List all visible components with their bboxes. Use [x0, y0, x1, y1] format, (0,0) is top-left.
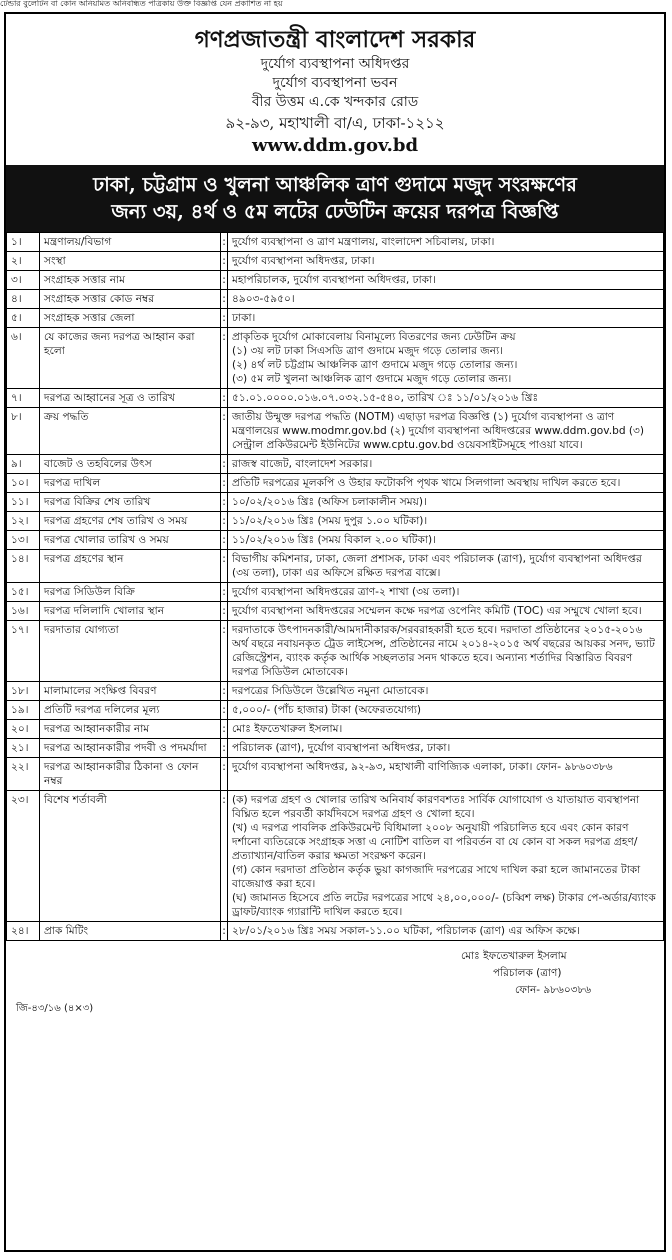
- row-colon: :: [221, 493, 228, 512]
- table-row: [7, 309, 664, 328]
- row-label: দরপত্র আহ্বানকারীর ঠিকানা ও ফোন নম্বর: [40, 758, 221, 791]
- row-number: ১৫।: [7, 583, 40, 602]
- row-value: ৫,০০০/- (পাঁচ হাজার) টাকা (অফেরতযোগ্য): [228, 701, 664, 720]
- row-value: [228, 791, 664, 922]
- row-value: ২৮/০১/২০১৬ খ্রিঃ সময় সকাল-১১.০০ ঘটিকা, পরিচালক (ত্রাণ) এর অফিস কক্ষে।: [228, 922, 664, 941]
- row-value: ১০/০২/২০১৬ খ্রিঃ (অফিস চলাকালীন সময়)।: [228, 493, 664, 512]
- row-value: দুর্যোগ ব্যবস্থাপনা অধিদপ্তর, ঢাকা।: [228, 252, 664, 271]
- row-label: বাজেট ও তহবিলের উৎস: [40, 455, 221, 474]
- notice-frame: [4, 12, 666, 1252]
- row-label: সংগ্রাহক সত্তার নাম: [40, 271, 221, 290]
- row-number: ১৪।: [7, 550, 40, 583]
- row-colon: :: [221, 682, 228, 701]
- table-row: [7, 408, 664, 455]
- row-number: ৩।: [7, 271, 40, 290]
- row-label: প্রতিটি দরপত্র দলিলের মূল্য: [40, 701, 221, 720]
- banner-line-1: ঢাকা, চট্টগ্রাম ও খুলনা আঞ্চলিক ত্রাণ গুদামে মজুদ সংরক্ষণের: [93, 173, 577, 196]
- row-label: দরপত্র বিক্রির শেষ তারিখ: [40, 493, 221, 512]
- row-value: [228, 328, 664, 389]
- top-strip-text: টেন্ডার বুলেটিন বা কোন অনিয়মিত অনিবন্ধিত পত্রিকায় উক্ত বিজ্ঞপ্তি যেন প্রকাশিত না হয়: [0, 0, 283, 8]
- row-label: সংগ্রাহক সত্তার জেলা: [40, 309, 221, 328]
- row-label: দরপত্র আহ্বানকারীর পদবী ও পদমর্যাদা: [40, 739, 221, 758]
- table-row: [7, 493, 664, 512]
- row-value: ৫১.০১.০০০০.০১৬.০৭.০৩২.১৫-৫৪০, তারিখ ঃ ১১/০১/২০১৬ খ্রিঃ: [228, 389, 664, 408]
- table-row: [7, 583, 664, 602]
- row-label: সংস্থা: [40, 252, 221, 271]
- row-label: প্রাক মিটিং: [40, 922, 221, 941]
- row-value: দরদাতাকে উৎপাদনকারী/আমদানীকারক/সরবরাহকারী হতে হবে। দরদাতা প্রতিষ্ঠানের ২০১৫-২০১৬ অর্থ বছরে নবায়নকৃত ট্রেড লাইসেন্স, প্রতিষ্ঠানের নামে ২০১৪-২০১৫ অর্থ বছরের আয়কর সনদ, ভ্যাট রেজিস্ট্রেশন, ব্যাংক কর্তৃক আর্থিক সচ্ছলতার সনদ থাকতে হবে। অন্যান্য শর্তাদির বিস্তারিত বিবরণ দরপত্র সিডিউল মোতাবেক।: [228, 621, 664, 682]
- tender-details-table: [6, 232, 664, 941]
- row-value-line: (ক) দরপত্র গ্রহণ ও খোলার তারিখ অনিবার্য কারণবশতঃ সার্বিক যোগাযোগ ও যাতায়াত ব্যবস্থাপনা বিঘ্নিত হলে পরবর্তী কার্যদিবসে দরপত্র গ্রহণ ও খোলা হবে।: [232, 794, 640, 820]
- row-value-line: প্রাকৃতিক দুর্যোগ মোকাবেলায় বিনামূল্যে বিতরণের জন্য ঢেউটিন ক্রয়: [232, 331, 516, 343]
- row-colon: :: [221, 408, 228, 455]
- row-number: ২১।: [7, 739, 40, 758]
- row-label: দরপত্র গ্রহণের স্থান: [40, 550, 221, 583]
- row-number: ৫।: [7, 309, 40, 328]
- table-row: [7, 922, 664, 941]
- row-value: ১১/০২/২০১৬ খ্রিঃ (সময় বিকাল ২.০০ ঘটিকা)।: [228, 531, 664, 550]
- row-value-line: (ঘ) জামানত হিসেবে প্রতি লটের দরপত্রের সাথে ২৪,০০,০০০/- (চব্বিশ লক্ষ) টাকার পে-অর্ডার/ব্যাংক ড্রাফট/ব্যাংক গ্যারান্টি দাখিল করতে হবে।: [232, 892, 656, 918]
- row-colon: :: [221, 455, 228, 474]
- row-value: বিভাগীয় কমিশনার, ঢাকা, জেলা প্রশাসক, ঢাকা এবং পরিচালক (ত্রাণ), দুর্যোগ ব্যবস্থাপনা অধিদপ্তর (৩য় তলা), ঢাকা এর অফিসে রক্ষিত দরপত্র বাক্সে।: [228, 550, 664, 583]
- row-value: পরিচালক (ত্রাণ), দুর্যোগ ব্যবস্থাপনা অধিদপ্তর, ঢাকা।: [228, 739, 664, 758]
- row-value: মোঃ ইফতেখারুল ইসলাম।: [228, 720, 664, 739]
- building-name: দুর্যোগ ব্যবস্থাপনা ভবন: [272, 75, 398, 91]
- signatory-name: মোঃ ইফতেখারুল ইসলাম: [461, 950, 567, 962]
- road-name: বীর উত্তম এ.কে খন্দকার রোড: [251, 94, 419, 110]
- table-row: [7, 271, 664, 290]
- row-value: প্রতিটি দরপত্রের মূলকপি ও উহার ফটোকপি পৃথক খামে সিলগালা অবস্থায় দাখিল করতে হবে।: [228, 474, 664, 493]
- row-number: ১২।: [7, 512, 40, 531]
- row-label: দরপত্র দাখিল: [40, 474, 221, 493]
- row-value: দুর্যোগ ব্যবস্থাপনা অধিদপ্তরের সম্মেলন কক্ষে দরপত্র ওপেনিং কমিটি (TOC) এর সম্মুখে খোলা হবে।: [228, 602, 664, 621]
- row-number: ১৯।: [7, 701, 40, 720]
- row-value-line: (১) ৩য় লট ঢাকা সিএসডি ত্রাণ গুদামে মজুদ গড়ে তোলার জন্য।: [232, 345, 503, 357]
- table-row: [7, 474, 664, 493]
- row-value-line: (৩) ৫ম লট খুলনা আঞ্চলিক ত্রাণ গুদামে মজুদ গড়ে তোলার জন্য।: [232, 373, 512, 385]
- row-number: ২০।: [7, 720, 40, 739]
- row-number: ২৪।: [7, 922, 40, 941]
- notice-footer: [6, 941, 664, 1021]
- row-number: ১১।: [7, 493, 40, 512]
- row-label: সংগ্রাহক সত্তার কোড নম্বর: [40, 290, 221, 309]
- row-value-line: (গ) কোন দরদাতা প্রতিষ্ঠান কর্তৃক ভুয়া কাগজাদি দরপত্রের সাথে দাখিল করা হলে জামানতের টাকা বাজেয়াপ্ত করা হবে।: [232, 864, 641, 890]
- row-colon: :: [221, 474, 228, 493]
- table-row: [7, 233, 664, 252]
- signatory-phone: ফোন- ৯৮৬০৩৮৬: [515, 984, 592, 996]
- row-colon: :: [221, 328, 228, 389]
- table-row: [7, 758, 664, 791]
- row-number: ১৬।: [7, 602, 40, 621]
- row-value: ঢাকা।: [228, 309, 664, 328]
- row-number: ২।: [7, 252, 40, 271]
- row-label: দরপত্র গ্রহণের শেষ তারিখ ও সময়: [40, 512, 221, 531]
- table-row: [7, 328, 664, 389]
- government-title: গণপ্রজাতন্ত্রী বাংলাদেশ সরকার: [194, 26, 476, 53]
- row-label: মন্ত্রণালয়/বিভাগ: [40, 233, 221, 252]
- table-row: [7, 602, 664, 621]
- website-link[interactable]: www.ddm.gov.bd: [251, 135, 419, 156]
- row-value: মহাপরিচালক, দুর্যোগ ব্যবস্থাপনা অধিদপ্তর, ঢাকা।: [228, 271, 664, 290]
- row-label: দরদাতার যোগ্যতা: [40, 621, 221, 682]
- row-number: ১০।: [7, 474, 40, 493]
- row-number: ৭।: [7, 389, 40, 408]
- table-row: [7, 290, 664, 309]
- row-colon: :: [221, 922, 228, 941]
- row-number: ৬।: [7, 328, 40, 389]
- row-colon: :: [221, 701, 228, 720]
- row-label: ক্রয় পদ্ধতি: [40, 408, 221, 455]
- row-label: দরপত্র আহ্বানের সূত্র ও তারিখ: [40, 389, 221, 408]
- row-colon: :: [221, 531, 228, 550]
- row-colon: :: [221, 550, 228, 583]
- row-number: ১৮।: [7, 682, 40, 701]
- row-value: দুর্যোগ ব্যবস্থাপনা ও ত্রাণ মন্ত্রণালয়, বাংলাদেশ সচিবালয়, ঢাকা।: [228, 233, 664, 252]
- row-value: ১১/০২/২০১৬ খ্রিঃ (সময় দুপুর ১.০০ ঘটিকা)।: [228, 512, 664, 531]
- signatory-designation: পরিচালক (ত্রাণ): [493, 967, 562, 979]
- row-value: ৪৯০৩-৫৯৫০।: [228, 290, 664, 309]
- notice-header: [6, 26, 664, 157]
- row-number: ৯।: [7, 455, 40, 474]
- row-colon: :: [221, 758, 228, 791]
- row-colon: :: [221, 621, 228, 682]
- row-label: দরপত্র দলিলাদি খোলার স্থান: [40, 602, 221, 621]
- row-number: ১৭।: [7, 621, 40, 682]
- row-colon: :: [221, 389, 228, 408]
- table-row: [7, 512, 664, 531]
- table-row: [7, 389, 664, 408]
- tender-details-body: [7, 233, 664, 941]
- banner-line-2: জন্য ৩য়, ৪র্থ ও ৫ম লটের ঢেউটিন ক্রয়ের দরপত্র বিজ্ঞপ্তি: [111, 200, 559, 223]
- row-value: জাতীয় উন্মুক্ত দরপত্র পদ্ধতি (NOTM) এছাড়া দরপত্র বিজ্ঞপ্তি (১) দুর্যোগ ব্যবস্থাপনা ও ত্রাণ মন্ত্রণালয়ের www.modmr.gov.bd (২) দুর্যোগ ব্যবস্থাপনা অধিদপ্তরের www.ddm.gov.bd (৩) সেন্ট্রাল প্রকিউরমেন্ট ইউনিটের www.cptu.gov.bd ওয়েবসাইটসমূহে পাওয়া যাবে।: [228, 408, 664, 455]
- row-colon: :: [221, 602, 228, 621]
- table-row: [7, 791, 664, 922]
- office-address: ৯২-৯৩, মহাখালী বা/এ, ঢাকা-১২১২: [225, 114, 445, 132]
- table-row: [7, 739, 664, 758]
- row-number: ১৩।: [7, 531, 40, 550]
- notice-banner: [6, 165, 664, 232]
- table-row: [7, 252, 664, 271]
- row-number: ২২।: [7, 758, 40, 791]
- row-value: দরপত্রের সিডিউলে উল্লেখিত নমুনা মোতাবেক।: [228, 682, 664, 701]
- advertisement-code: জি-৪৩/১৬ (৪×৩): [16, 1003, 94, 1014]
- table-row: [7, 550, 664, 583]
- row-colon: :: [221, 720, 228, 739]
- row-number: ৮।: [7, 408, 40, 455]
- row-label: দরপত্র সিডিউল বিক্রি: [40, 583, 221, 602]
- row-label: দরপত্র খোলার তারিখ ও সময়: [40, 531, 221, 550]
- department-name: দুর্যোগ ব্যবস্থাপনা অধিদপ্তর: [260, 56, 410, 72]
- table-row: [7, 682, 664, 701]
- row-colon: :: [221, 252, 228, 271]
- row-value: রাজস্ব বাজেট, বাংলাদেশ সরকার।: [228, 455, 664, 474]
- row-number: ১।: [7, 233, 40, 252]
- row-label: যে কাজের জন্য দরপত্র আহ্বান করা হলো: [40, 328, 221, 389]
- row-value-line: (খ) এ দরপত্র পাবলিক প্রকিউরমেন্ট বিধিমালা ২০০৮ অনুযায়ী পরিচালিত হবে এবং কোন কারণ দর্শানো ব্যতিরেকে সংগ্রাহক সত্তা এ নোটিশ বাতিল বা পরিবর্তন বা যে কোন বা সকল দরপত্র গ্রহণ/প্রত্যাখ্যান/বাতিল করার ক্ষমতা সংরক্ষণ করেন।: [232, 822, 638, 862]
- row-colon: :: [221, 583, 228, 602]
- row-label: বিশেষ শর্তাবলী: [40, 791, 221, 922]
- row-value: দুর্যোগ ব্যবস্থাপনা অধিদপ্তর, ৯২-৯৩, মহাখালী বাণিজ্যিক এলাকা, ঢাকা। ফোন- ৯৮৬০৩৮৬: [228, 758, 664, 791]
- row-number: ৪।: [7, 290, 40, 309]
- table-row: [7, 621, 664, 682]
- row-colon: :: [221, 309, 228, 328]
- row-number: ২৩।: [7, 791, 40, 922]
- row-colon: :: [221, 512, 228, 531]
- row-value-line: (২) ৪র্থ লট চট্টগ্রাম আঞ্চলিক ত্রাণ গুদামে মজুদ গড়ে তোলার জন্য।: [232, 359, 518, 371]
- row-colon: :: [221, 271, 228, 290]
- table-row: [7, 720, 664, 739]
- row-value: দুর্যোগ ব্যবস্থাপনা অধিদপ্তরের ত্রাণ-২ শাখা (৩য় তলা)।: [228, 583, 664, 602]
- table-row: [7, 455, 664, 474]
- row-colon: :: [221, 233, 228, 252]
- row-colon: :: [221, 791, 228, 922]
- row-label: মালামালের সংক্ষিপ্ত বিবরণ: [40, 682, 221, 701]
- row-colon: :: [221, 290, 228, 309]
- table-row: [7, 701, 664, 720]
- table-row: [7, 531, 664, 550]
- row-label: দরপত্র আহ্বানকারীর নাম: [40, 720, 221, 739]
- row-colon: :: [221, 739, 228, 758]
